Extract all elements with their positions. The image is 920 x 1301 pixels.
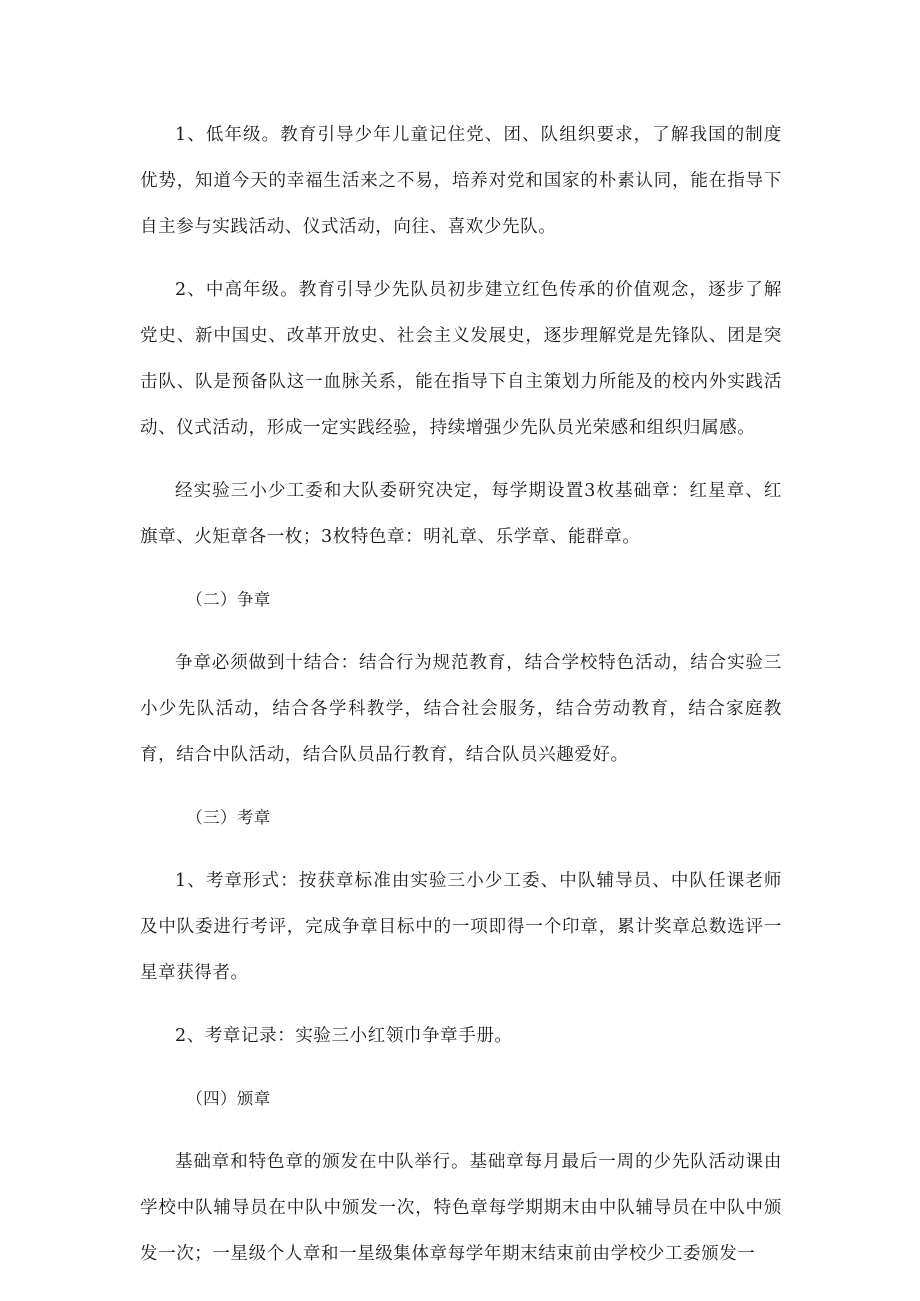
paragraph-awarding: 基础章和特色章的颁发在中队举行。基础章每月最后一周的少先队活动课由学校中队辅导员在中队中颁发一次，特色章每学期期末由中队辅导员在中队中颁发一次；一星级个人章和一星级集体章每学年期末结束前由学校少工委颁发一 xyxy=(140,1152,782,1264)
section-heading-badge-assessment: （三）考章 xyxy=(186,808,271,827)
document-body xyxy=(140,112,782,1294)
section-heading-badge-awarding: （四）颁章 xyxy=(186,1089,271,1108)
section-heading-earning-badges: （二）争章 xyxy=(186,590,271,609)
paragraph-upper-grades: 2、中高年级。教育引导少先队员初步建立红色传承的价值观念，逐步了解党史、新中国史、改革开放史、社会主义发展史，逐步理解党是先锋队、团是突击队、队是预备队这一血脉关系，能在指导下自主策划力所能及的校内外实践活动、仪式活动，形成一定实践经验，持续增强少先队员光荣感和组织归属感。 xyxy=(140,280,782,438)
paragraph-assessment-record: 2、考章记录：实验三小红领巾争章手册。 xyxy=(175,1026,513,1046)
paragraph-assessment-form: 1、考章形式：按获章标准由实验三小少工委、中队辅导员、中队任课老师及中队委进行考评，完成争章目标中的一项即得一个印章，累计奖章总数选评一星章获得者。 xyxy=(140,871,782,983)
paragraph-badge-settings: 经实验三小少工委和大队委研究决定，每学期设置3枚基础章：红星章、红旗章、火矩章各一枚；3枚特色章：明礼章、乐学章、能群章。 xyxy=(140,481,782,547)
paragraph-lower-grades: 1、低年级。教育引导少年儿童记住党、团、队组织要求，了解我国的制度优势，知道今天的幸福生活来之不易，培养对党和国家的朴素认同，能在指导下自主参与实践活动、仪式活动，向往、喜欢少先队。 xyxy=(140,125,782,237)
paragraph-ten-combinations: 争章必须做到十结合：结合行为规范教育，结合学校特色活动，结合实验三小少先队活动，结合各学科教学，结合社会服务，结合劳动教育，结合家庭教育，结合中队活动，结合队员品行教育，结合队员兴趣爱好。 xyxy=(140,653,782,765)
